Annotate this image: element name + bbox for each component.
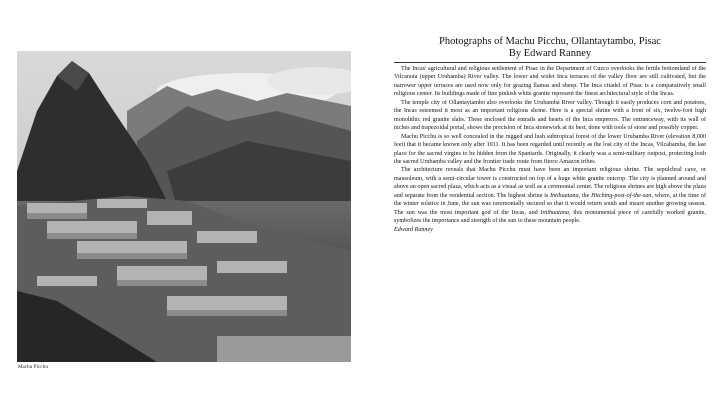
- paragraph-pisac: The Incas' agricultural and religious settlement of Pisac in the Department of Cuzco overlooks the fertile bottomland of the Vilcanota (upper Urubamba) River valley. The lower and wider Inca terraces of the valley floor are still cultivated, but the narrower upper terraces are used now only for grazing llamas and sheep. The Inca citadel of Pisac is a comparatively small religious center. Its buildings made of fine pinkish white granite represent the finest architectural style of the Incas.: [394, 66, 706, 98]
- paragraph-architecture: The architecture reveals that Machu Picchu must have been an important religious shrine. The sepulchral cave, or mausoleum, with a semi-circular tower is constructed on top of a huge white granite outcrop. The city is planned around and above an open sacred plaza, which acts as a visual as well as a ceremonial center. The religious shrines are high above the plaza and separate from the residential section. The highest shrine is Intihuatana, the Hitching-post-of-the-sun, where, at the time of the winter solstice in June, the sun was ceremonially secured so that it would return south and insure another growing season. The sun was the most important god of the Incas, and Intihuatana, this monumental piece of carefully worked granite, symbolizes the importance and strength of the sun to these mountain people.: [394, 167, 706, 225]
- paragraph-ollantaytambo: The temple city of Ollantaytambo also overlooks the Urubamba River valley. Though it easily produces corn and potatoes, the Incas esteemed it most as an important religious shrine. Here is a special shrine with a front of six, twelve-foot high monolithic red granite slabs. These enclosed the entrails and hearts of the Inca emperors. The entranceway, with its wall of niches and trapezoidal portal, shows the precision of Inca stonework at its best, done with tools of stone and possibly copper.: [394, 99, 706, 132]
- article-title: Photographs of Machu Picchu, Ollantaytambo, Pisac: [439, 36, 661, 47]
- paragraph-machu-picchu: Machu Picchu is so well concealed in the rugged and lush subtropical forest of the lower Urubamba River (elevation 8,000 feet) that it became known only after 1911. It has been regarded until recently as the lost city of the Incas, Vilcabamba, the last place for the sacred virgins to be hidden from the Spaniards. Originally, it clearly was a semi-military outpost, protecting both the sacred Urubamba valley and the frontier trade route from fierce Amazon tribes.: [394, 133, 706, 165]
- article-byline: By Edward Ranney: [508, 48, 592, 59]
- article-column: [394, 36, 706, 234]
- photo-illustration: [17, 51, 351, 362]
- photo-caption: Machu Picchu: [18, 365, 48, 370]
- title-rule: [394, 62, 706, 63]
- machu-picchu-photo: [17, 51, 351, 362]
- article-body: [394, 65, 706, 234]
- author-signature: Edward Ranney: [394, 226, 433, 233]
